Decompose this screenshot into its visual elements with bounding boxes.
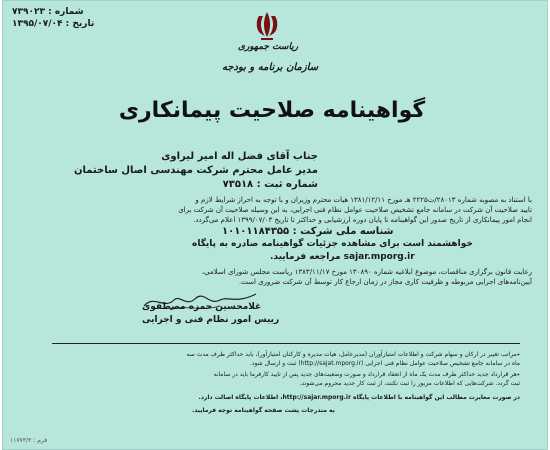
body-p3-line2: آیین‌نامه‌های اجرایی مربوطه و ظرفیت کاری مجاز در زمان ارجاع کار توسط آن شرکت ضروری است. bbox=[239, 278, 532, 286]
body-p3-line1: رعایت قانون برگزاری مناقصات، موضوع ابلاغیه شماره ۱۳۰۸۹۰ مورخ ۱۳۸۳/۱۱/۱۷ ریاست مجلس شورای اسلامی، bbox=[201, 268, 532, 276]
body-p1-line2: تایید صلاحیت آن شرکت در سامانه جامع تشخیص صلاحیت عوامل نظام فنی اجرایی، به این وسیله صلاحیت آن شرکت برای bbox=[178, 206, 532, 214]
registration-number: شماره ثبت : ۷۳۵۱۸ bbox=[222, 179, 318, 190]
note-3-line1: در صورت مغایرت مطالب این گواهینامه با اطلاعات پایگاه http://sajar.mporg.ir، اطلاعات پایگاه اصالت دارد. bbox=[198, 394, 520, 401]
note-1-line1: ٭مراتب تغییر در ارکان و سهام شرکت و اطلاعات امتیازآوران (مدیرعامل، هیات مدیره و کارکنان امتیازآور)، باید حداکثر ظرف مدت سه bbox=[186, 351, 520, 358]
form-code: فرم : ۱۱۷۷۳/۳ bbox=[10, 437, 48, 444]
certificate-number: شماره : ۷۳۹۰۲۳ bbox=[12, 7, 84, 17]
certificate-page bbox=[2, 0, 548, 450]
body-p1-line1: با استناد به مصوبه شماره ۲۸۰۱۳/ت۲۲۲۵ هـ مورخ ۱۳۸۱/۱۲/۱۱ هیات محترم وزیران و با توجه به احراز شرایط لازم و bbox=[195, 196, 532, 204]
note-2-line1: ٭هر قرارداد جدید حداکثر ظرف مدت یک ماه از انعقاد قرارداد و صورت وضعیت‌های جدید پس از تایید کارفرما باید در سامانه bbox=[213, 371, 520, 378]
office-line-organization: سازمان برنامه و بودجه bbox=[222, 62, 319, 73]
body-p1-line3: انجام امور پیمانکاری از تاریخ صدور این گواهینامه تا پایان دوره ارزشیابی و حداکثر تا تاریخ ۱۳۹۹/۰۷/۰۳ اعلام می‌گردد. bbox=[193, 216, 532, 224]
national-id: شناسه ملی شرکت : ۱۰۱۰۱۱۸۴۳۵۵ bbox=[222, 226, 394, 237]
recipient-name: جناب آقای فضل اله امیر لیراوی bbox=[161, 151, 318, 162]
iran-emblem-icon bbox=[250, 10, 284, 42]
certificate-title: گواهینامه صلاحیت پیمانکاری bbox=[118, 98, 426, 123]
note-2-line2: ثبت گردد. شرکت‌هایی که اطلاعات مزبور را ثبت نکنند، از ثبت کار جدید محروم می‌شوند. bbox=[299, 380, 520, 387]
signatory-name: غلامحسین حمزه مصطفوی bbox=[142, 302, 262, 312]
notes-divider bbox=[52, 343, 520, 344]
certificate-date: تاریخ : ۱۳۹۵/۰۷/۰۴ bbox=[12, 19, 95, 29]
signatory-title: رییس امور نظام فنی و اجرایی bbox=[142, 315, 280, 325]
note-1-line2: ماه در سامانه جامع تشخیص صلاحیت عوامل نظام فنی اجرایی (http://sajat.mporg.ir) ثبت و ارسال شود. bbox=[249, 360, 520, 367]
recipient-position: مدیر عامل محترم شرکت مهندسی اصال ساختمان bbox=[73, 165, 318, 176]
sajar-link[interactable]: sajar.mporg.ir مراجعه فرمایید. bbox=[270, 252, 415, 262]
office-line-presidency: ریاست جمهوری bbox=[238, 42, 299, 52]
note-4-line1: به مندرجات پشت صفحه گواهینامه توجه فرمایید. bbox=[192, 407, 335, 414]
sajar-instruction: خواهشمند است برای مشاهده جزئیات گواهینامه صادره به پایگاه bbox=[192, 239, 473, 249]
